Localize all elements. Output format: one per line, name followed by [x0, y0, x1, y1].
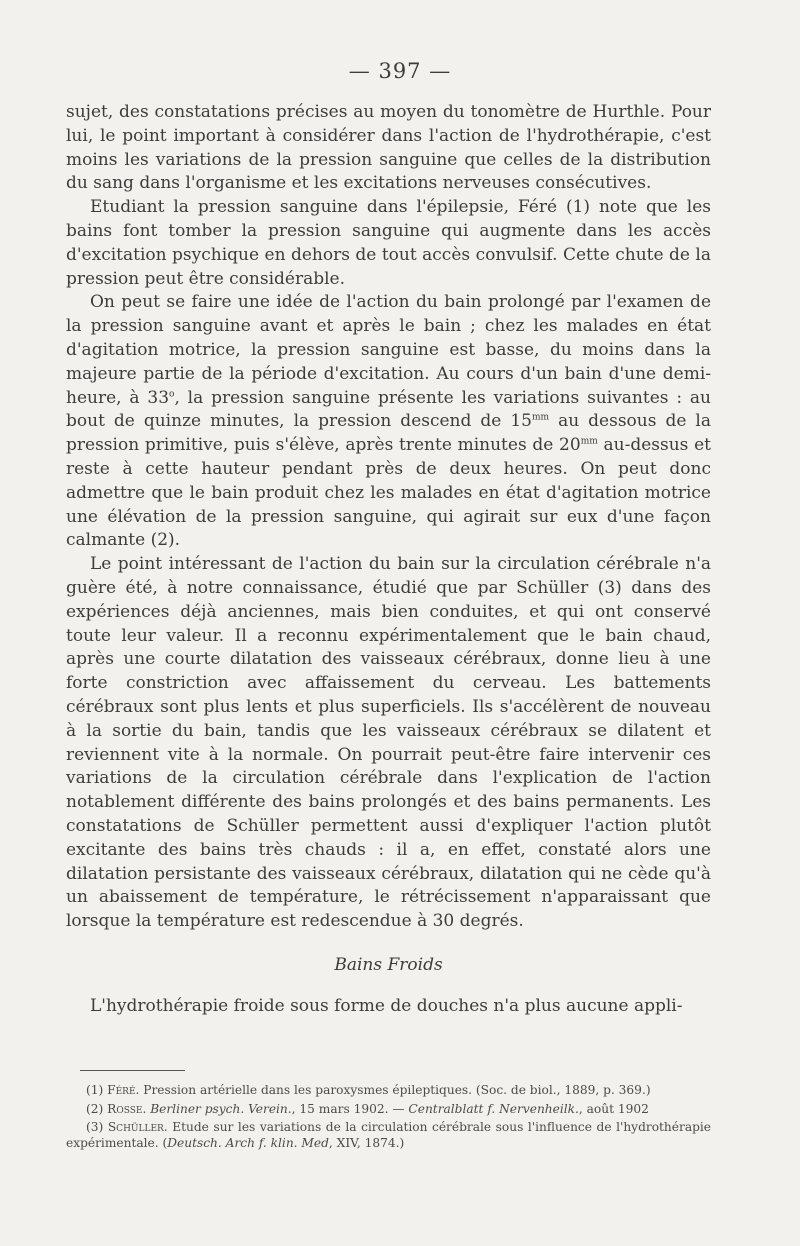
footnote-divider — [80, 1070, 185, 1071]
paragraph-3-part-b: , la pression sanguine présente les variations suivantes : au bout de quinze minutes, la pression descend de 15 — [66, 387, 712, 432]
footnote-author: Féré. — [107, 1083, 140, 1097]
section-heading: Bains Froids — [334, 954, 443, 975]
footnote-journal: Deutsch. Arch f. klin. Med — [167, 1135, 329, 1150]
footnote-text: Etude sur les variations de la circulation cérébrale sous l'influence de l'hydrothérapie expérimentale. ( — [66, 1120, 711, 1150]
degree-sup: o — [169, 388, 175, 399]
footnote-text: Pression artérielle dans les paroxysmes épileptiques. (Soc. de biol., 1889, p. 369.) — [139, 1083, 651, 1097]
paragraph-3-part-a: On peut se faire une idée de l'action du bain prolongé par l'examen de la pression sanguine avant et après le bain ; chez les malades en état d'agitation motrice, la pression sanguine est basse, du moins dans la majeure partie de la période d'excitation. Au cours d'un bain d'une demi-heure, à 33 — [66, 292, 711, 408]
footnote-author: Rosse. — [107, 1101, 147, 1116]
paragraph-3-part-d: au-dessus et reste à cette hauteur pendant près de deux heures. On peut donc admettre que le bain produit chez les malades en état d'agitation motrice une élévation de la pression sanguine, qui agirait sur eux d'une façon calmante (2). — [66, 435, 711, 551]
footnote-journal: Centralblatt f. Nervenheilk. — [408, 1101, 579, 1116]
footnotes — [66, 1083, 711, 1154]
footnote-journal: Berliner psych. Verein. — [150, 1101, 292, 1116]
paragraph-5: L'hydrothérapie froide sous forme de douches n'a plus aucune appli- — [90, 995, 683, 1016]
page-number: — 397 — — [348, 59, 452, 83]
paragraph-3-part-c: au dessous de la pression primitive, puis s'élève, après trente minutes de 20 — [66, 411, 711, 456]
paragraph-1: sujet, des constatations précises au moyen du tonomètre de Hurthle. Pour lui, le point important à considérer dans l'action de l'hydrothérapie, c'est moins les variations de la pression sanguine que celles de la distribution du sang dans l'organisme et les excitations nerveuses consécutives. — [66, 102, 711, 194]
footnote-2 — [66, 1102, 711, 1118]
footnote-1 — [66, 1083, 711, 1099]
footnote-text: , XIV, 1874.) — [328, 1135, 405, 1150]
paragraph-2: Etudiant la pression sanguine dans l'épilepsie, Féré (1) note que les bains font tomber la pression sanguine qui augmente dans les accès d'excitation psychique en dehors de tout accès convulsif. Cette chute de la pression peut être considérable. — [66, 197, 711, 289]
footnote-author: Schüller. — [107, 1120, 168, 1134]
footnote-text: , août 1902 — [578, 1101, 649, 1116]
mm-sup-1: mm — [531, 412, 550, 423]
footnote-number: (2) — [86, 1101, 104, 1116]
footnote-number: (1) — [86, 1083, 104, 1097]
paragraph-4: Le point intéressant de l'action du bain sur la circulation cérébrale n'a guère été, à notre connaissance, étudié que par Schüller (3) dans des expériences déjà anciennes, mais bien conduites, et qui ont conservé toute leur valeur. Il a reconnu expérimentalement que le bain chaud, après une courte dilatation des vaisseaux cérébraux, donne lieu à une forte constriction avec affaissement du cerveau. Les battements cérébraux sont plus lents et plus superficiels. Ils s'accélèrent de nouveau à la sortie du bain, tandis que les vaisseaux cérébraux se dilatent et reviennent vite à la normale. On pourrait peut-être faire intervenir ces variations de la circulation cérébrale dans l'explication de l'action notablement différente des bains prolongés et des bains permanents. Les constatations de Schüller permettent aussi d'expliquer l'action plutôt excitante des bains très chauds : il a, en effet, constaté alors une dilatation persistante des vaisseaux cérébraux, dilatation qui ne cède qu'à un abaissement de température, le rétrécissement n'apparaissant que lorsque la température est redescendue à 30 degrés. — [66, 554, 711, 932]
body-text — [66, 101, 711, 1019]
paragraph-3 — [66, 291, 711, 553]
footnote-number: (3) — [86, 1120, 104, 1134]
footnote-3 — [66, 1120, 711, 1151]
mm-sup-2: mm — [580, 436, 598, 447]
footnote-text: , 15 mars 1902. — — [291, 1101, 409, 1116]
